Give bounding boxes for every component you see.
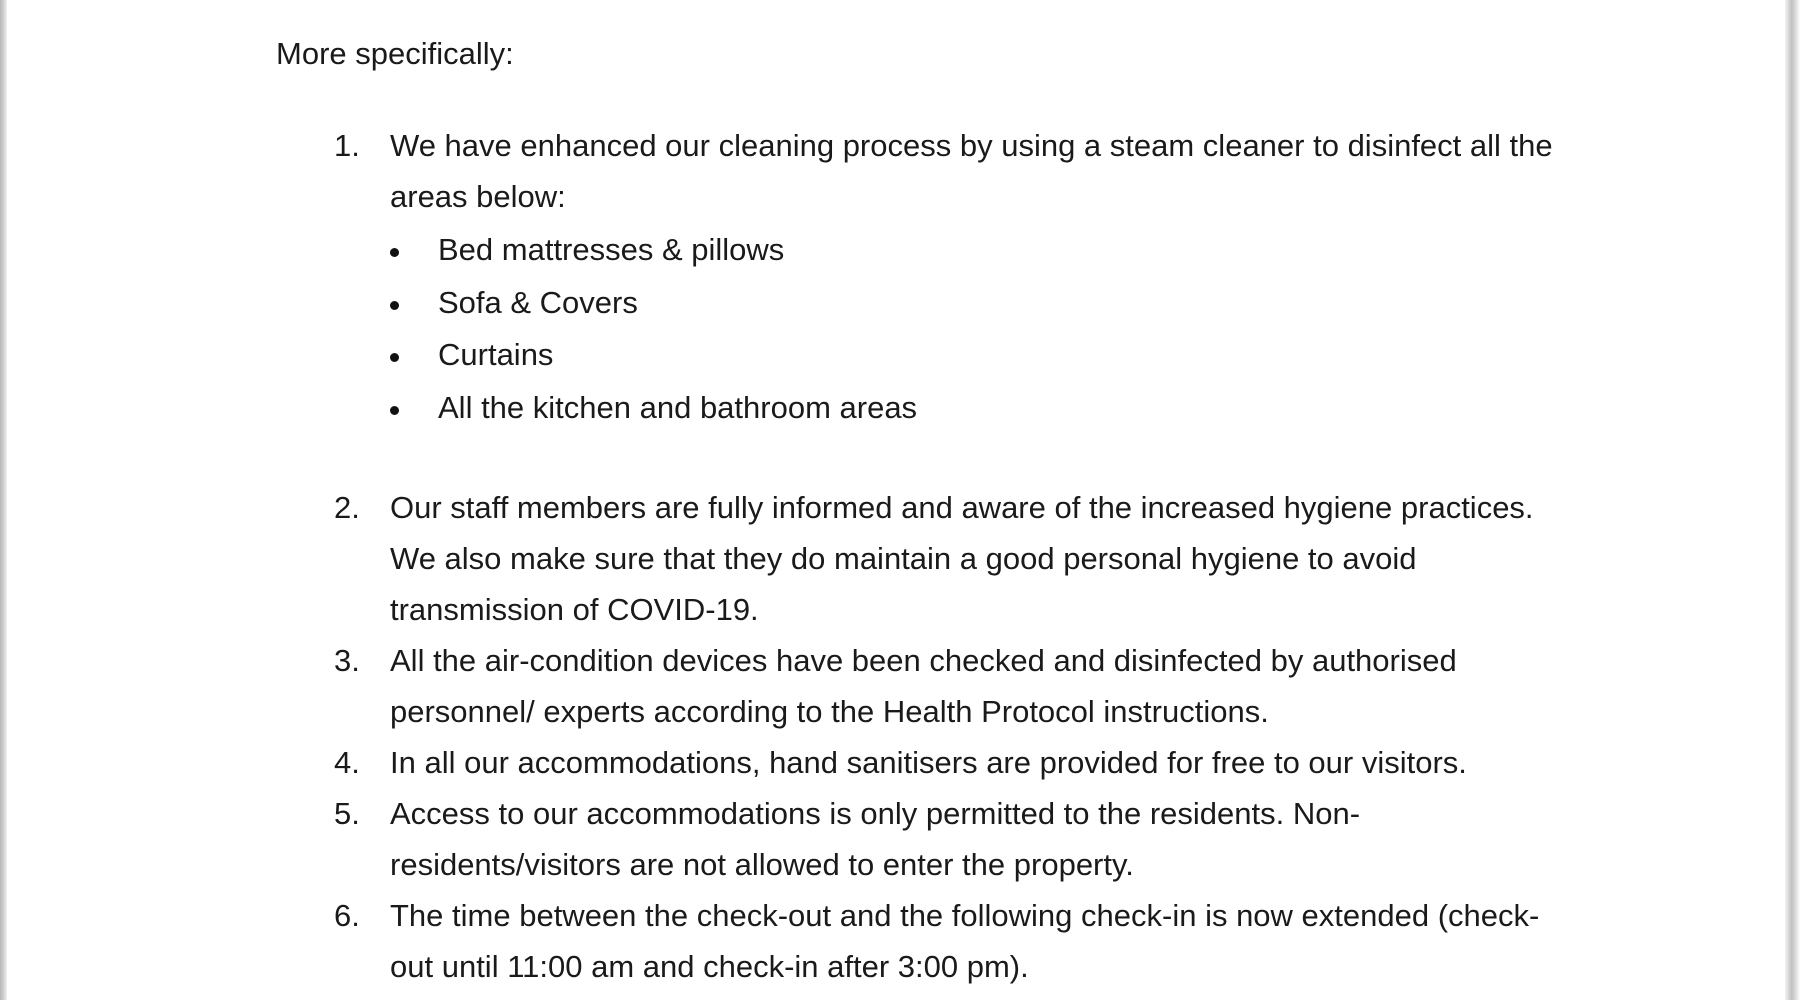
list-item [276,482,1576,635]
list-item-text: Access to our accommodations is only permitted to the residents. Non-residents/visitors are not allowed to enter the property. [390,796,1361,882]
document-body [276,22,1576,992]
page-right-edge-scrollbar[interactable] [1785,0,1800,1000]
bullet-text: All the kitchen and bathroom areas [438,389,918,425]
list-item [276,635,1576,737]
bullet-text: Bed mattresses & pillows [438,232,785,267]
list-number: 2. [334,490,360,525]
bullet-text: Curtains [438,337,554,372]
list-item-text: In all our accommodations, hand sanitisers are provided for free to our visitors. [390,745,1467,780]
list-item [276,737,1576,788]
intro-text: More specifically: [276,36,514,71]
list-item-text: The time between the check-out and the following check-in is now extended (check-out until 11:00 am and check-in after 3:00 pm). [390,898,1540,984]
bullet-text: Sofa & Covers [438,284,638,320]
bullet-item [390,329,1576,382]
list-number: 5. [334,796,360,831]
list-number: 4. [334,745,360,780]
bullet-item [390,224,1576,277]
list-number: 3. [334,643,360,678]
list-item-text: All the air-condition devices have been checked and disinfected by authorised personnel/ experts according to the Health Protocol instructions. [390,643,1457,729]
list-number: 6. [334,898,360,933]
list-item [276,890,1576,992]
list-item-text: We have enhanced our cleaning process by using a steam cleaner to disinfect all the areas below: [390,128,1553,214]
bullet-dot-icon [390,248,399,257]
page-left-edge [0,0,7,1000]
bullet-dot-icon [390,406,399,415]
bullet-dot-icon [390,301,399,310]
bullet-list [390,224,1576,434]
list-item-text: Our staff members are fully informed and aware of the increased hygiene practices. We also make sure that they do maintain a good personal hygiene to avoid transmission of COVID-19. [390,490,1534,627]
list-item [276,788,1576,890]
bullet-item [390,382,1576,435]
bullet-item [390,277,1576,330]
list-number: 1. [334,128,360,163]
bullet-dot-icon [390,353,399,362]
list-item [276,120,1576,434]
